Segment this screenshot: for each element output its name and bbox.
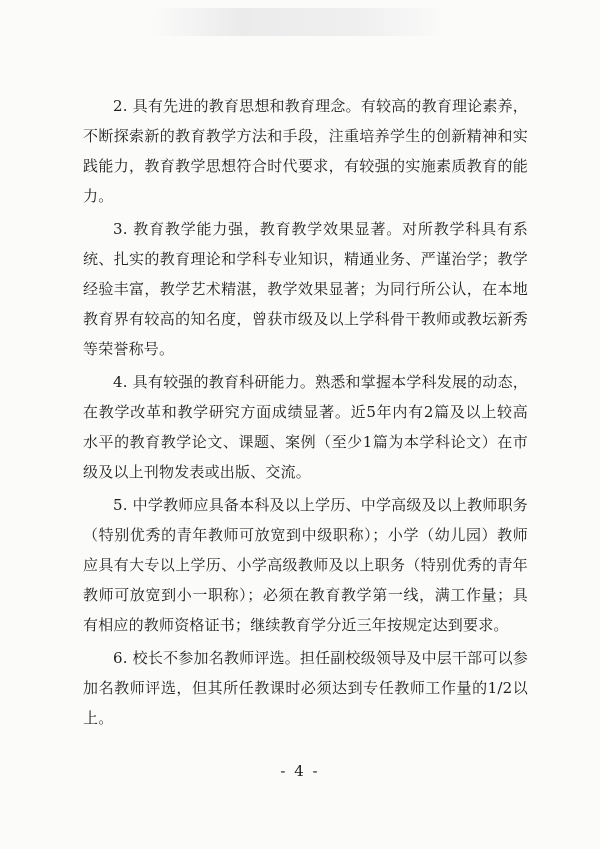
paragraph-item-3: 3. 教育教学能力强，教育教学效果显著。对所教学科具有系统、扎实的教育理论和学科专业知识，精通业务、严谨治学；教学经验丰富，教学艺术精湛，教学效果显著；为同行所公认，在本地教育界有较高的知名度，曾获市级及以上学科骨干教师或教坛新秀等荣誉称号。 xyxy=(83,220,528,358)
paragraph-item-4: 4. 具有较强的教育科研能力。熟悉和掌握本学科发展的动态，在教学改革和教学研究方面成绩显著。近5年内有2篇及以上较高水平的教育教学论文、课题、案例（至少1篇为本学科论文）在市级及以上刊物发表或出版、交流。 xyxy=(83,373,528,481)
document-body xyxy=(83,91,528,736)
paragraph-item-6: 6. 校长不参加名教师评选。担任副校级领导及中层干部可以参加名教师评选，但其所任教课时必须达到专任教师工作量的1/2以上。 xyxy=(83,649,528,727)
scan-artifact xyxy=(150,8,450,36)
paragraph-item-5: 5. 中学教师应具备本科及以上学历、中学高级及以上教师职务（特别优秀的青年教师可放宽到中级职称）；小学（幼儿园）教师应具有大专以上学历、小学高级教师及以上职务（特别优秀的青年教师可放宽到小一职称）；必须在教育教学第一线，满工作量；具有相应的教师资格证书；继续教育学分近三年按规定达到要求。 xyxy=(83,496,528,634)
page-number: - 4 - xyxy=(280,762,320,780)
paragraph-item-2: 2. 具有先进的教育思想和教育理念。有较高的教育理论素养，不断探索新的教育教学方法和手段，注重培养学生的创新精神和实践能力，教育教学思想符合时代要求，有较强的实施素质教育的能力。 xyxy=(83,97,528,205)
